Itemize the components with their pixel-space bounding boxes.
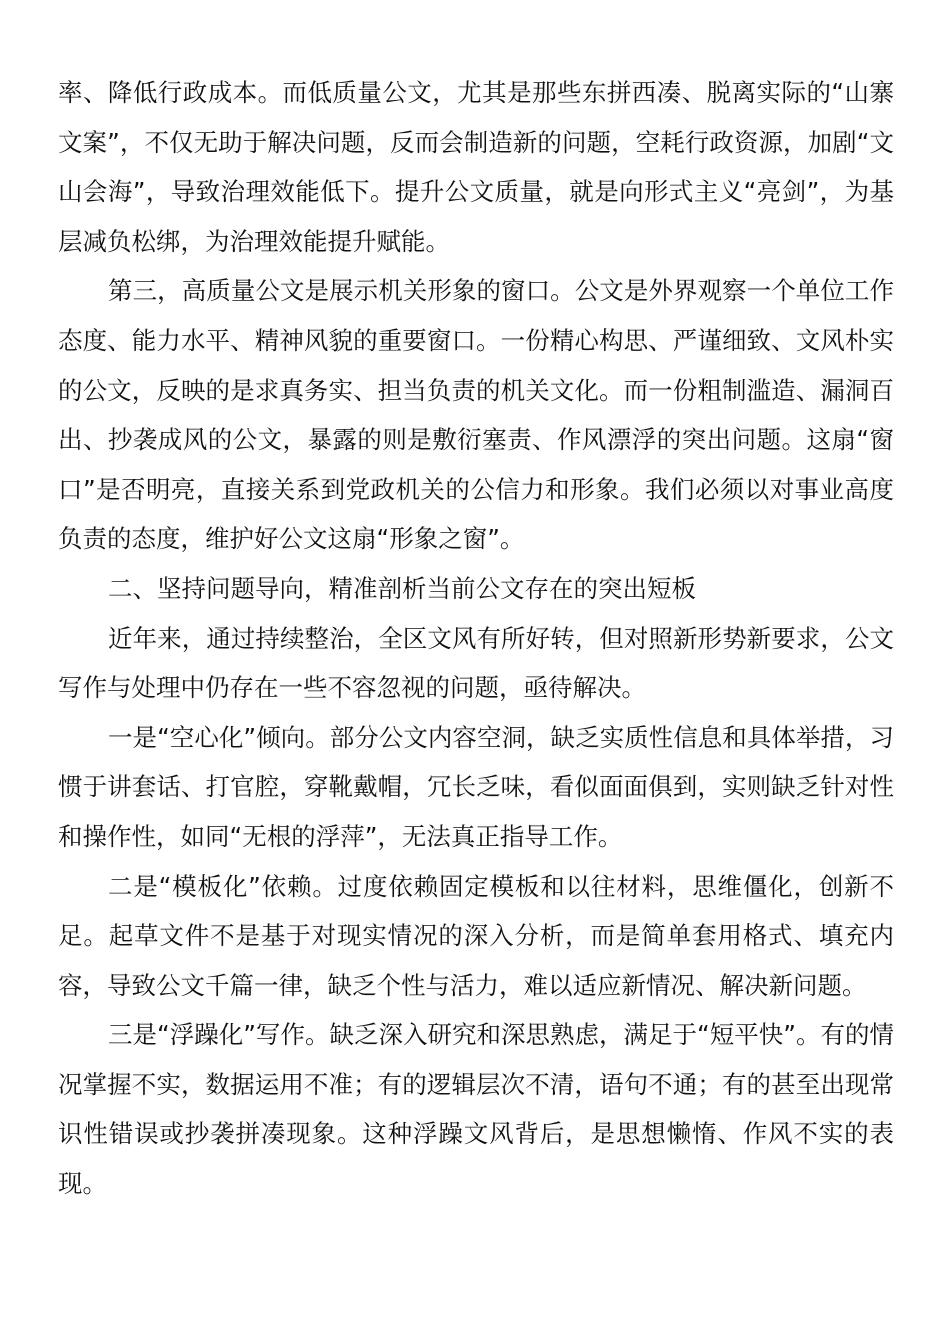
paragraph-problem-three: 三是“浮躁化”写作。缺乏深入研究和深思熟虑，满足于“短平快”。有的情况掌握不实，数据运用不准；有的逻辑层次不清，语句不通；有的甚至出现常识性错误或抄袭拼凑现象。这种浮躁文风背后，是思想懒惰、作风不实的表现。: [58, 1020, 894, 1199]
paragraph-third-point: 第三，高质量公文是展示机关形象的窗口。公文是外界观察一个单位工作态度、能力水平、精神风貌的重要窗口。一份精心构思、严谨细致、文风朴实的公文，反映的是求真务实、担当负责的机关文化。而一份粗制滥造、漏洞百出、抄袭成风的公文，暴露的则是敷衍塞责、作风漂浮的突出问题。这扇“窗口”是否明亮，直接关系到党政机关的公信力和形象。我们必须以对事业高度负责的态度，维护好公文这扇“形象之窗”。: [58, 276, 894, 554]
paragraph-problem-two: 二是“模板化”依赖。过度依赖固定模板和以往材料，思维僵化，创新不足。起草文件不是基于对现实情况的深入分析，而是简单套用格式、填充内容，导致公文千篇一律，缺乏个性与活力，难以适应新情况、解决新问题。: [58, 871, 894, 1000]
paragraph-problem-one: 一是“空心化”倾向。部分公文内容空洞，缺乏实质性信息和具体举措，习惯于讲套话、打官腔，穿靴戴帽，冗长乏味，看似面面俱到，实则缺乏针对性和操作性，如同“无根的浮萍”，无法真正指导工作。: [58, 722, 894, 851]
section-heading: 二、坚持问题导向，精准剖析当前公文存在的突出短板: [108, 573, 696, 603]
paragraph-continuation: 率、降低行政成本。而低质量公文，尤其是那些东拼西凑、脱离实际的“山寨文案”，不仅无助于解决问题，反而会制造新的问题，空耗行政资源，加剧“文山会海”，导致治理效能低下。提升公文质量，就是向形式主义“亮剑”，为基层减负松绑，为治理效能提升赋能。: [58, 78, 894, 256]
document-page: [58, 68, 894, 1209]
paragraph-intro: 近年来，通过持续整治，全区文风有所好转，但对照新形势新要求，公文写作与处理中仍存在一些不容忽视的问题，亟待解决。: [58, 623, 894, 703]
